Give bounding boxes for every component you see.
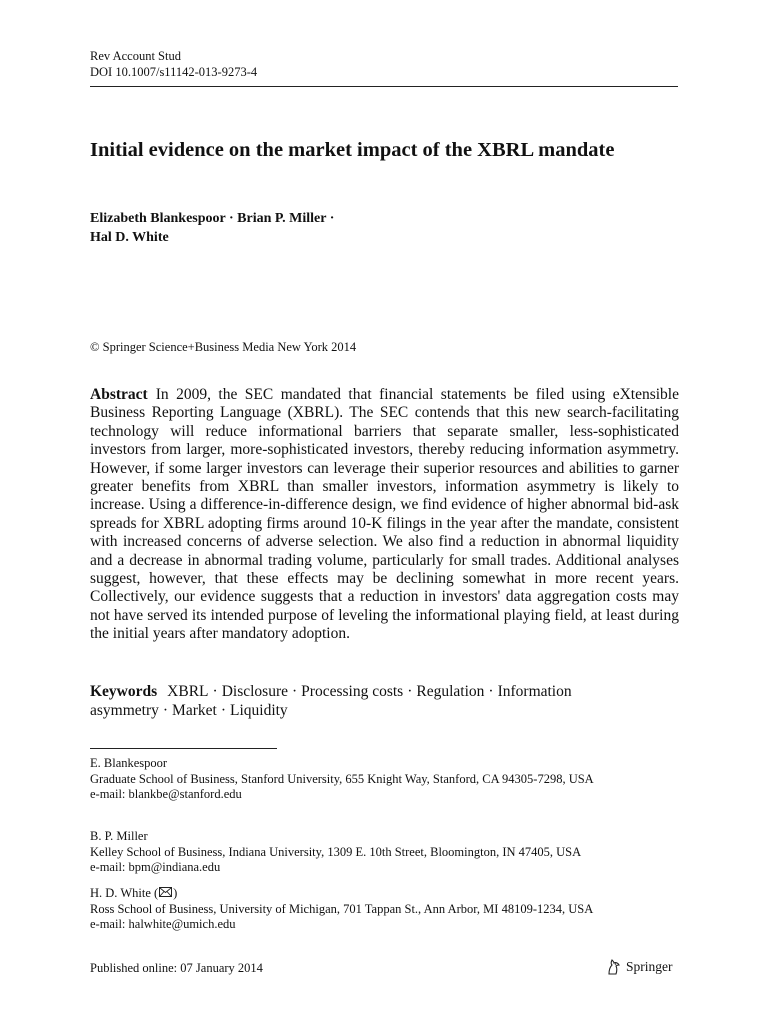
affiliation-blankespoor [90, 756, 690, 803]
keyword: Liquidity [229, 701, 288, 719]
affiliation-address: Kelley School of Business, Indiana University, 1309 E. 10th Street, Bloomington, IN 47405, USA [90, 844, 582, 859]
affiliation-address: Ross School of Business, University of Michigan, 701 Tappan St., Ann Arbor, MI 48109-1234, USA [90, 901, 594, 916]
publisher-logo [606, 959, 673, 975]
abstract-label: Abstract [90, 386, 148, 403]
publisher-name: Springer [626, 959, 673, 974]
keywords: Keywords XBRL · Disclosure · Processing costs · Regulation · Information asymmetry · Market · Liquidity [90, 683, 572, 719]
envelope-icon [159, 887, 172, 897]
header-rule [90, 86, 678, 87]
affiliation-name: B. P. Miller [90, 829, 148, 843]
affiliation-email[interactable]: e-mail: blankbe@stanford.edu [90, 787, 242, 801]
keywords-label: Keywords [90, 683, 158, 700]
keyword: Processing costs [301, 683, 404, 700]
affiliation-name: E. Blankespoor [90, 756, 168, 770]
keyword: XBRL [167, 683, 209, 700]
published-date: Published online: 07 January 2014 [90, 961, 263, 975]
affiliation-email[interactable]: e-mail: bpm@indiana.edu [90, 860, 221, 874]
springer-horse-icon [606, 959, 622, 975]
affiliation-miller [90, 829, 690, 876]
author-list [90, 209, 650, 247]
footnote-rule [90, 748, 277, 749]
paper-title: Initial evidence on the market impact of the XBRL mandate [90, 139, 615, 161]
journal-header [90, 48, 257, 80]
journal-name: Rev Account Stud [90, 49, 181, 63]
keyword: Market [172, 701, 217, 719]
affiliation-email[interactable]: e-mail: halwhite@umich.edu [90, 917, 236, 931]
keyword: Information asymmetry [90, 683, 572, 719]
author-line: Hal D. White [90, 230, 169, 245]
keyword: Regulation [416, 683, 485, 700]
affiliation-name: H. D. White [90, 886, 151, 900]
abstract [90, 386, 679, 644]
author-line: Elizabeth Blankespoor · Brian P. Miller · [90, 211, 335, 226]
doi[interactable]: DOI 10.1007/s11142-013-9273-4 [90, 65, 258, 79]
affiliation-address: Graduate School of Business, Stanford University, 655 Knight Way, Stanford, CA 94305-7298, USA [90, 771, 594, 786]
affiliation-white: H. D. White ( ) Ross School of Business, University of Michigan, 701 Tappan St., Ann Arbor, MI 48109-1234, USA e-mail: halwhite@umich.edu [90, 886, 690, 933]
copyright-notice: © Springer Science+Business Media New York 2014 [90, 340, 357, 354]
abstract-text: In 2009, the SEC mandated that financial statements be filed using eXtensible Business Reporting Language (XBRL). The SEC contends that this new search-facilitating technology will reduce informational barriers that separate smaller, less-sophisticated investors from larger, more-sophisticated investors, thereby reducing information asymmetry. However, if some larger investors can leverage their superior resources and abilities to garner greater benefits from XBRL than smaller investors, information asymmetry is likely to increase. Using a difference-in-difference design, we find evidence of higher abnormal bid-ask spreads for XBRL adopting firms around 10-K filings in the year after the mandate, consistent with increased concerns of adverse selection. We also find a reduction in abnormal liquidity and a decrease in abnormal trading volume, particularly for small trades. Additional analyses suggest, however, that these effects may be declining somewhat in more recent years. Collectively, our evidence suggests that a reduction in investors' data aggregation costs may not have served its intended purpose of leveling the informational playing field, at least during the initial years after mandatory adoption. [90, 386, 679, 643]
keyword: Disclosure [221, 683, 288, 700]
